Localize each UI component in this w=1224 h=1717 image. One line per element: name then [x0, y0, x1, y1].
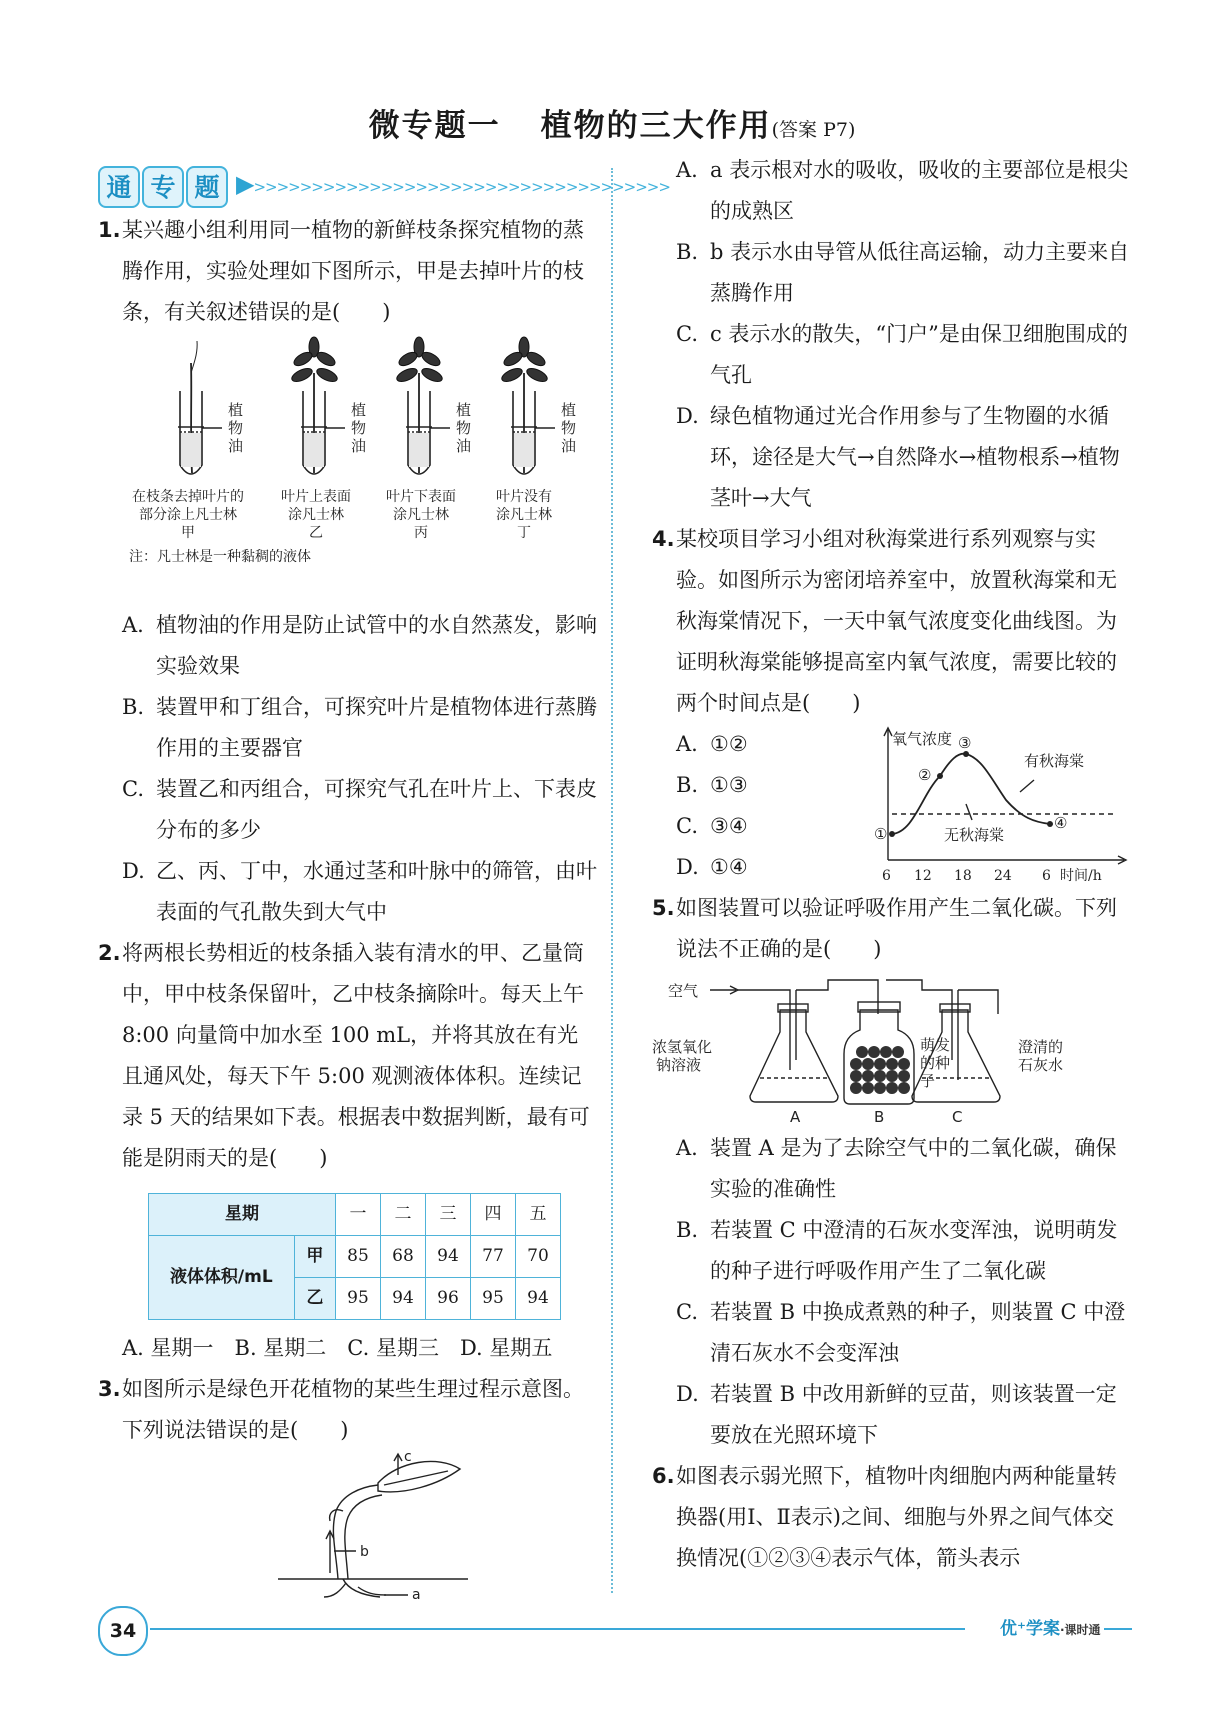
test-tube-diagram [98, 333, 598, 605]
oil-label: 物 [351, 419, 367, 437]
option-label: C. [676, 1300, 698, 1324]
table-cell: 68 [381, 1236, 426, 1278]
question-number: 4. [652, 527, 675, 551]
option-label: C. [676, 814, 698, 838]
badge-char: 通 [98, 166, 140, 208]
caption-tag: 丁 [517, 525, 531, 541]
apparatus-tag: C [952, 1108, 963, 1126]
option-label: B. [676, 1218, 699, 1242]
oil-label: 油 [561, 437, 577, 455]
figure-note: 注：凡士林是一种黏稠的液体 [129, 549, 311, 565]
option-label: D. [676, 1382, 699, 1406]
chart-series-without: 无秋海棠 [944, 826, 1005, 844]
page-footer [0, 1596, 1224, 1656]
option-label: A. [676, 732, 698, 756]
table-group: 甲 [294, 1236, 335, 1278]
page-number: 34 [98, 1606, 148, 1656]
badge-char: 题 [186, 166, 228, 208]
seeds [850, 1046, 910, 1094]
oil-label: 物 [228, 419, 244, 437]
seed-label: 子 [920, 1072, 936, 1090]
option-label: B. [676, 240, 699, 264]
footer-line [150, 1628, 965, 1630]
caption-tag: 乙 [309, 525, 323, 541]
q4-block [652, 724, 1130, 888]
chart-xtick: 24 [994, 868, 1012, 884]
apparatus-tag: B [874, 1108, 885, 1126]
option [652, 1292, 1130, 1374]
caption-line: 部分涂上凡士林 [139, 507, 237, 523]
table-day: 二 [381, 1194, 426, 1236]
brand-sub: ·课时通 [1059, 1623, 1101, 1637]
table-day: 五 [516, 1194, 561, 1236]
table-row [149, 1236, 561, 1278]
option [98, 769, 598, 851]
question-stem: 如图装置可以验证呼吸作用产生二氧化碳。下列说法不正确的是( ) [676, 896, 1117, 961]
option-text: 若装置 B 中换成煮熟的种子，则装置 C 中澄清石灰水不会变浑浊 [710, 1300, 1126, 1365]
table-cell: 94 [426, 1236, 471, 1278]
option-label: C. [122, 777, 144, 801]
table-day: 一 [336, 1194, 381, 1236]
label-c: c [404, 1451, 412, 1465]
question-2 [98, 933, 598, 1179]
option-text: ①③ [710, 773, 748, 797]
title-answer-ref: (答案 P7) [771, 119, 856, 141]
oil-label: 物 [561, 419, 577, 437]
caption-line: 涂凡士林 [393, 507, 449, 523]
caption-line: 叶片上表面 [281, 489, 351, 505]
caption-line: 涂凡士林 [496, 507, 552, 523]
option-text: ①④ [710, 855, 748, 879]
option-label: C. [676, 322, 698, 346]
table-cell: 70 [516, 1236, 561, 1278]
option [98, 851, 598, 933]
chart-xtick: 6 [1042, 868, 1051, 884]
volume-table [148, 1193, 561, 1320]
seed-label: 萌发 [920, 1036, 951, 1054]
option [652, 396, 1130, 519]
option-text: b 表示水由导管从低往高运输，动力主要来自蒸腾作用 [710, 240, 1130, 305]
option-text: 绿色植物通过光合作用参与了生物圈的水循环，途径是大气→自然降水→植物根系→植物茎叶→大气 [710, 404, 1120, 510]
brand-name: 优⁺学案 [1000, 1619, 1060, 1639]
q4-options [652, 724, 852, 888]
table-group: 乙 [294, 1278, 335, 1320]
option [652, 150, 1130, 232]
option [652, 1210, 1130, 1292]
option [652, 1374, 1130, 1456]
option-label: A. [676, 158, 698, 182]
naoh-label: 浓氢氧化 [652, 1038, 713, 1056]
brand-logo [1000, 1614, 1101, 1639]
table-cell: 94 [381, 1278, 426, 1320]
question-stem: 如图所示是绿色开花植物的某些生理过程示意图。下列说法错误的是( ) [122, 1377, 584, 1442]
option-label: A. [122, 613, 144, 637]
option-text: ③④ [710, 814, 748, 838]
table-day: 四 [471, 1194, 516, 1236]
title-main: 微专题一 [368, 108, 501, 144]
question-stem: 某校项目学习小组对秋海棠进行系列观察与实验。如图所示为密闭培养室中，放置秋海棠和无秋海棠情况下，一天中氧气浓度变化曲线图。为证明秋海棠能够提高室内氧气浓度，需要比较的两个时间点是( ) [676, 527, 1117, 715]
option [652, 314, 1130, 396]
option-text: c 表示水的散失，“门户”是由保卫细胞围成的气孔 [710, 322, 1128, 387]
chart-xtick: 6 [882, 868, 891, 884]
caption-line: 叶片没有 [496, 489, 552, 505]
section-badge-label [98, 166, 228, 208]
q1-figure [98, 333, 598, 605]
chart-xlabel: 时间/h [1060, 868, 1102, 884]
chart-xtick: 18 [954, 868, 972, 884]
chart-point: ① [874, 825, 888, 843]
caption-line: 叶片下表面 [386, 489, 456, 505]
option-text: a 表示根对水的吸收，吸收的主要部位是根尖的成熟区 [710, 158, 1129, 223]
question-5 [652, 888, 1130, 970]
question-6 [652, 1456, 1130, 1579]
caption-line: 涂凡士林 [288, 507, 344, 523]
q3-figure [98, 1451, 598, 1601]
question-stem: 如图表示弱光照下，植物叶肉细胞内两种能量转换器(用Ⅰ、Ⅱ表示)之间、细胞与外界之间气体交换情况(①②③④表示气体，箭头表示 [676, 1464, 1117, 1570]
option-text: ①② [710, 732, 748, 756]
option [652, 765, 852, 806]
option-label: D. [122, 859, 145, 883]
option [652, 1128, 1130, 1210]
oil-label: 油 [228, 437, 244, 455]
caption-tag: 丙 [414, 525, 428, 541]
question-number: 1. [98, 218, 121, 242]
respiration-apparatus [652, 970, 1130, 1128]
question-4 [652, 519, 1130, 724]
chart-xtick: 12 [914, 868, 932, 884]
table-cell: 96 [426, 1278, 471, 1320]
option-label: D. [676, 855, 699, 879]
option [98, 687, 598, 769]
option-label: A. [676, 1136, 698, 1160]
question-1 [98, 210, 598, 333]
option-text: 植物油的作用是防止试管中的水自然蒸发，影响实验效果 [156, 613, 597, 678]
oil-label: 植 [456, 401, 472, 419]
oil-label: 植 [561, 401, 577, 419]
oil-label: 油 [351, 437, 367, 455]
left-column [98, 160, 670, 1601]
option [652, 724, 852, 765]
option-text: 乙、丙、丁中，水通过茎和叶脉中的筛管，由叶表面的气孔散失到大气中 [156, 859, 597, 924]
question-number: 5. [652, 896, 675, 920]
table-cell: 95 [471, 1278, 516, 1320]
table-cell: 95 [336, 1278, 381, 1320]
q5-figure [652, 970, 1130, 1128]
option-label: B. [676, 773, 699, 797]
table-day: 三 [426, 1194, 471, 1236]
apparatus-tag: A [790, 1108, 801, 1126]
caption-line: 在枝条去掉叶片的 [132, 489, 244, 505]
table-cell: 77 [471, 1236, 516, 1278]
caption-tag: 甲 [181, 525, 195, 541]
option-label: B. [122, 695, 145, 719]
chart-point: ② [918, 766, 932, 784]
option [652, 847, 852, 888]
oxygen-chart [874, 724, 1130, 888]
chart-ylabel: 氧气浓度 [892, 730, 953, 748]
option-text: 装置甲和丁组合，可探究叶片是植物体进行蒸腾作用的主要器官 [156, 695, 597, 760]
option-label: D. [676, 404, 699, 428]
question-3 [98, 1369, 598, 1451]
label-b: b [360, 1544, 369, 1560]
oil-label: 物 [456, 419, 472, 437]
plant-process-diagram [98, 1451, 598, 1601]
decorative-arrows: ▶>>>>>>>>>>>>>>>>>>>>>>>>>>>>>>>>>>>> [236, 170, 670, 198]
seed-label: 的种 [920, 1054, 951, 1072]
q2-options: A. 星期一 B. 星期二 C. 星期三 D. 星期五 [122, 1336, 553, 1360]
table-row-label: 液体体积/mL [149, 1236, 295, 1320]
option [652, 232, 1130, 314]
option-text: 若装置 B 中改用新鲜的豆苗，则该装置一定要放在光照环境下 [710, 1382, 1117, 1447]
right-column [652, 150, 1130, 1579]
option-text: 装置 A 是为了去除空气中的二氧化碳，确保实验的准确性 [710, 1136, 1117, 1201]
section-badge [98, 160, 670, 210]
oil-label: 植 [351, 401, 367, 419]
air-label: 空气 [668, 982, 699, 1000]
question-number: 2. [98, 941, 121, 965]
table-cell: 85 [336, 1236, 381, 1278]
question-stem: 将两根长势相近的枝条插入装有清水的甲、乙量筒中，甲中枝条保留叶，乙中枝条摘除叶。每天上午 8:00 向量筒中加水至 100 mL，并将其放在有光且通风处，每天下午 5:00 观测液体体积。连续记录 5 天的结果如下表。根据表中数据判断，最有可能是阴雨天的是( ) [122, 941, 590, 1170]
option [98, 605, 598, 687]
option-text: 装置乙和丙组合，可探究气孔在叶片上、下表皮分布的多少 [156, 777, 597, 842]
chart-series-with: 有秋海棠 [1024, 752, 1085, 770]
chart-point: ③ [958, 734, 972, 752]
question-stem: 某兴趣小组利用同一植物的新鲜枝条探究植物的蒸腾作用，实验处理如下图所示，甲是去掉叶片的枝条，有关叙述错误的是( ) [122, 218, 584, 324]
limewater-label: 石灰水 [1018, 1056, 1064, 1074]
table-header: 星期 [149, 1194, 336, 1236]
question-number: 3. [98, 1377, 121, 1401]
oil-label: 植 [228, 401, 244, 419]
table-cell: 94 [516, 1278, 561, 1320]
option-text: 若装置 C 中澄清的石灰水变浑浊，说明萌发的种子进行呼吸作用产生了二氧化碳 [710, 1218, 1118, 1283]
title-sub: 植物的三大作用 [540, 108, 772, 144]
option [652, 806, 852, 847]
chart-point: ④ [1054, 814, 1068, 832]
column-divider [611, 168, 613, 1593]
oil-label: 油 [456, 437, 472, 455]
footer-line-end [1104, 1628, 1132, 1630]
page-title [0, 100, 1224, 145]
badge-char: 专 [142, 166, 184, 208]
question-number: 6. [652, 1464, 675, 1488]
naoh-label: 钠溶液 [656, 1056, 702, 1074]
limewater-label: 澄清的 [1018, 1038, 1064, 1056]
label-a: a [412, 1587, 421, 1601]
